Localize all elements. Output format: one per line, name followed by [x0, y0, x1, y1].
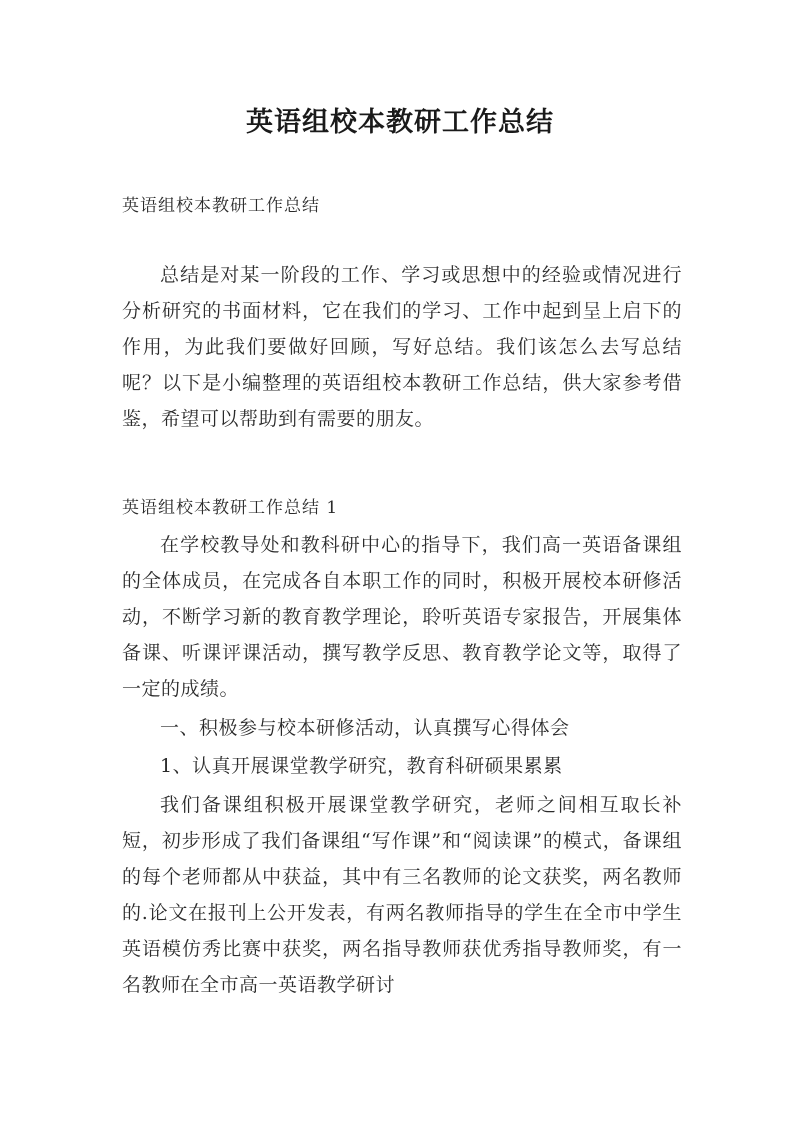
document-title: 英语组校本教研工作总结 — [246, 107, 554, 138]
document-subtitle: 英语组校本教研工作总结 — [122, 196, 320, 216]
section-paragraph-2: 我们备课组积极开展课堂教学研究，老师之间相互取长补短，初步形成了我们备课组“写作课”和“阅读课”的模式，备课组的每个老师都从中获益，其中有三名教师的论文获奖，两名教师的.论文在报刊上公开发表，有两名教师指导的学生在全市中学生英语模仿秀比赛中获奖，两名指导教师获优秀指导教师奖，有一名教师在全市高一英语教学研讨 — [122, 794, 682, 996]
section-heading: 英语组校本教研工作总结 1 — [122, 498, 339, 518]
subheading-level2: 1、认真开展课堂教学研究，教育科研硕果累累 — [160, 755, 563, 777]
section-paragraph: 在学校教导处和教科研中心的指导下，我们高一英语备课组的全体成员，在完成各自本职工作的同时，积极开展校本研修活动，不断学习新的教育教学理论，聆听英语专家报告，开展集体备课、听课评课活动，撰写教学反思、教育教学论文等，取得了一定的成绩。 — [122, 534, 682, 700]
subheading-level1: 一、积极参与校本研修活动，认真撰写心得体会 — [160, 717, 570, 739]
intro-paragraph: 总结是对某一阶段的工作、学习或思想中的经验或情况进行分析研究的书面材料，它在我们的学习、工作中起到呈上启下的作用，为此我们要做好回顾，写好总结。我们该怎么去写总结呢？以下是小编整理的英语组校本教研工作总结，供大家参考借鉴，希望可以帮助到有需要的朋友。 — [122, 264, 682, 430]
